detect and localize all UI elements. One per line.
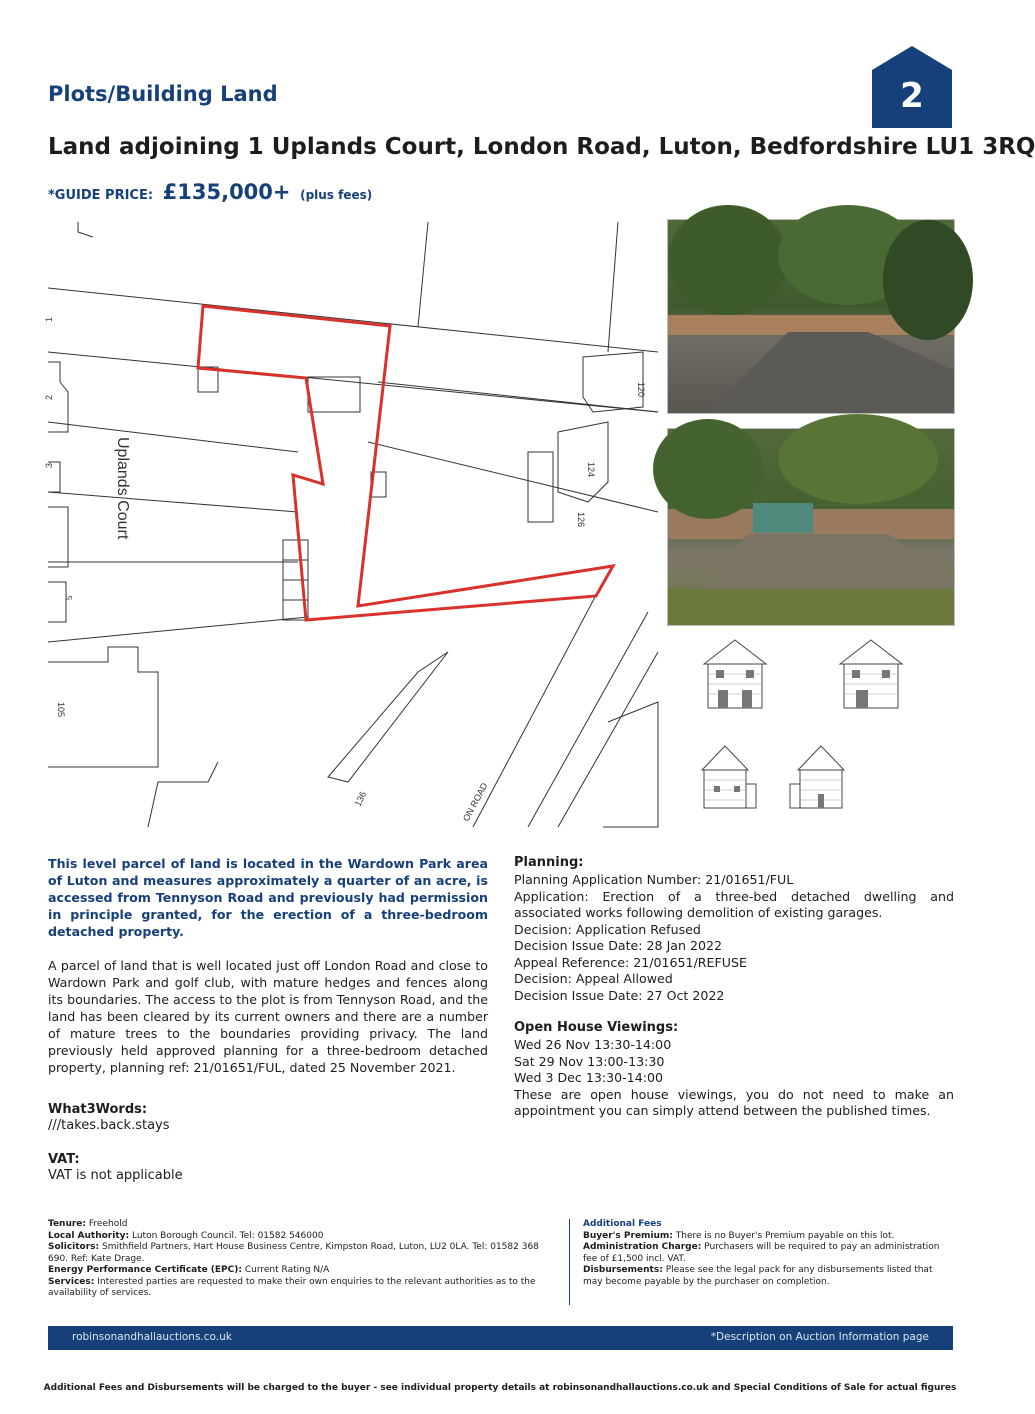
planning-decision-date: Decision Issue Date: 28 Jan 2022 [514,938,723,953]
premium-value: There is no Buyer's Premium payable on this lot. [675,1230,895,1241]
services-value: Interested parties are requested to make their own enquiries to the relevant authorities as to the availability of services. [48,1276,536,1298]
guide-price [48,180,372,204]
map-number: 1 [44,316,54,322]
premium-label: Buyer's Premium: [583,1230,673,1241]
guide-price-value: £135,000+ [162,180,291,204]
lot-badge [872,46,952,128]
website-bar [48,1326,953,1350]
services-label: Services: [48,1276,95,1287]
viewings-note: These are open house viewings, you do not need to make an appointment you can simply attend between the published times. [514,1086,954,1118]
map-number: 2 [44,394,54,400]
description-paragraph: A parcel of land that is well located just off London Road and close to Wardown Park and golf club, with mature hedges and fences along its boundaries. The access to the plot is from Tennyson Road, and the land has been cleared by its current owners and there are a number of mature trees to the boundaries providing privacy. The land previously held approved planning for a three-bedroom detached property, planning ref: 21/01651/FUL, dated 25 November 2021. [48,958,488,1075]
auction-info-note: *Description on Auction Information page [710,1331,929,1343]
viewing-date: Sat 29 Nov 13:00-13:30 [514,1053,665,1069]
viewing-date: Wed 3 Dec 13:30-14:00 [514,1070,663,1085]
solicitors-label: Solicitors: [48,1242,100,1252]
admin-charge-label: Administration Charge: [583,1242,702,1252]
map-number: 3 [44,462,54,468]
map-number: 105 [56,702,66,718]
elevation-drawings [690,634,950,824]
additional-fees [583,1219,953,1288]
viewings-heading: Open House Viewings: [514,1020,679,1035]
disbursements-value: Please see the legal pack for any disbursements listed that may become payable by the purchaser on completion. [583,1265,933,1287]
vat-value: VAT is not applicable [48,1168,183,1183]
map-road-label: ON ROAD [460,781,490,823]
planning-details [514,872,954,1004]
planning-application-number: Planning Application Number: 21/01651/FUL [514,872,794,887]
viewings-list [514,1037,954,1120]
site-photo-2 [667,428,955,626]
site-plan-map [44,222,658,827]
tenure-value: Freehold [88,1219,128,1229]
bottom-disclaimer: Additional Fees and Disbursements will be charged to the buyer - see individual property details at robinsonandhallauctions.co.uk and Special Conditions of Sale for actual figures [43,1383,957,1393]
guide-price-label: *GUIDE PRICE: [48,188,154,203]
intro-paragraph: This level parcel of land is located in the Wardown Park area of Luton and measures approximately a quarter of an acre, is accessed from Tennyson Road and previously had permission in principle granted, for the erection of a three-bedroom detached property. [48,856,488,939]
authority-label: Local Authority: [48,1230,130,1241]
map-number: 126 [576,512,586,528]
disbursements-label: Disbursements: [583,1265,663,1275]
map-number: 136 [352,789,369,808]
planning-decision: Decision: Application Refused [514,921,701,937]
epc-label: Energy Performance Certificate (EPC): [48,1265,242,1275]
viewing-date: Wed 26 Nov 13:30-14:00 [514,1037,672,1052]
planning-appeal-decision-date: Decision Issue Date: 27 Oct 2022 [514,987,725,1003]
category-heading: Plots/Building Land [48,82,278,106]
footer-divider [569,1219,570,1305]
property-title: Land adjoining 1 Uplands Court, London Road, Luton, Bedfordshire LU1 3RQ [48,134,1035,160]
planning-appeal-reference: Appeal Reference: 21/01651/REFUSE [514,954,747,970]
solicitors-value: Smithfield Partners, Hart House Business Centre, Kimpston Road, Luton, LU2 0LA. Tel: 01582 368 690. Ref: Kate Drage. [48,1242,539,1264]
authority-value: Luton Borough Council. Tel: 01582 546000 [131,1230,324,1241]
what3words-value: ///takes.back.stays [48,1118,170,1133]
lot-number: 2 [900,76,924,116]
guide-price-fees: (plus fees) [300,188,373,202]
map-number: 120 [636,382,646,398]
admin-charge-value: Purchasers will be required to pay an administration fee of £1,500 incl. VAT. [583,1242,940,1264]
tenure-label: Tenure: [48,1219,87,1229]
map-number: 5 [65,595,74,600]
additional-fees-heading: Additional Fees [583,1219,662,1229]
what3words-heading: What3Words: [48,1102,148,1117]
property-facts [48,1219,558,1300]
map-number: 124 [586,462,596,478]
planning-heading: Planning: [514,855,584,870]
epc-value: Current Rating N/A [244,1265,330,1275]
planning-appeal-decision: Decision: Appeal Allowed [514,971,673,986]
planning-application: Application: Erection of a three-bed detached dwelling and associated works following demolition of existing garages. [514,888,954,920]
vat-heading: VAT: [48,1152,80,1167]
website-link[interactable]: robinsonandhallauctions.co.uk [72,1331,232,1343]
site-photo-1 [667,219,955,414]
map-street-label: Uplands Court [114,437,131,540]
plot-boundary [198,306,613,620]
